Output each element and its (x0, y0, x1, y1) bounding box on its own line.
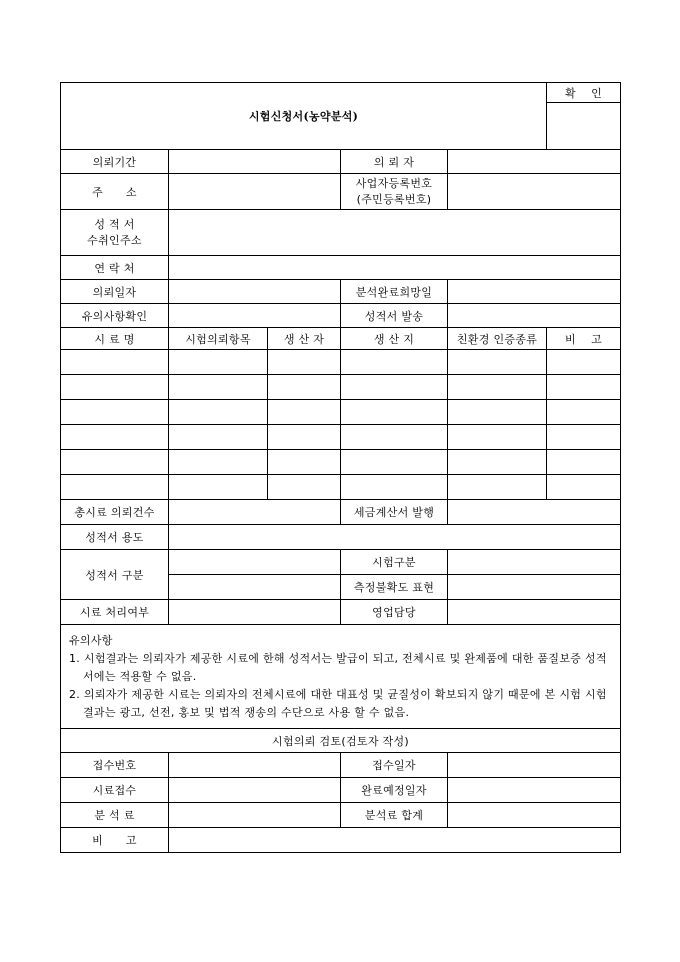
sample-receipt-field[interactable] (169, 778, 341, 803)
sample-cell[interactable] (169, 475, 268, 500)
sample-cell[interactable] (448, 475, 547, 500)
sample-cell[interactable] (448, 375, 547, 400)
report-recipient-field[interactable] (169, 210, 621, 256)
receipt-no-field[interactable] (169, 753, 341, 778)
remarks-label: 비 고 (61, 828, 169, 853)
sales-rep-field[interactable] (448, 600, 621, 625)
sample-disposal-field[interactable] (169, 600, 341, 625)
sample-cell[interactable] (268, 450, 341, 475)
sample-cell[interactable] (341, 400, 448, 425)
sample-cell[interactable] (61, 375, 169, 400)
analysis-fee-label: 분 석 료 (61, 803, 169, 828)
resident-reg-no-label: (주민등록번호) (356, 192, 432, 206)
caution-check-label: 유의사항확인 (61, 304, 169, 328)
requester-label: 의 뢰 자 (341, 150, 448, 174)
requester-org-label: 의뢰기간 (61, 150, 169, 174)
col-eco-cert: 친환경 인증종류 (448, 328, 547, 350)
form-table (60, 82, 621, 853)
report-type-field-2[interactable] (169, 575, 341, 600)
review-heading: 시험의뢰 검토(검토자 작성) (61, 729, 621, 753)
requester-org-field[interactable] (169, 150, 341, 174)
tax-invoice-field[interactable] (448, 500, 621, 525)
report-use-field[interactable] (169, 525, 621, 550)
note-item-1: 1. 시험결과는 의뢰자가 제공한 시료에 한해 성적서는 발급이 되고, 전체시료 및 완제품에 대한 품질보증 성적서에는 적용할 수 없음. (69, 651, 607, 683)
col-sample-name: 시 료 명 (61, 328, 169, 350)
sample-cell[interactable] (169, 350, 268, 375)
report-delivery-field[interactable] (448, 304, 621, 328)
biz-reg-label (341, 174, 448, 210)
total-requests-field[interactable] (169, 500, 341, 525)
fee-total-field[interactable] (448, 803, 621, 828)
total-requests-label: 총시료 의뢰건수 (61, 500, 169, 525)
receipt-no-label: 접수번호 (61, 753, 169, 778)
notes-heading: 유의사항 (69, 633, 113, 647)
expected-completion-field[interactable] (448, 778, 621, 803)
sample-cell[interactable] (547, 475, 621, 500)
sample-receipt-label: 시료접수 (61, 778, 169, 803)
report-type-label: 성적서 구분 (61, 550, 169, 600)
sample-cell[interactable] (61, 400, 169, 425)
desired-completion-label: 분석완료희망일 (341, 280, 448, 304)
sample-cell[interactable] (547, 450, 621, 475)
sample-cell[interactable] (341, 375, 448, 400)
uncertainty-field[interactable] (448, 575, 621, 600)
sample-row (61, 375, 621, 400)
receipt-date-field[interactable] (448, 753, 621, 778)
report-use-label: 성적서 용도 (61, 525, 169, 550)
sample-cell[interactable] (268, 475, 341, 500)
sales-rep-label: 영업담당 (341, 600, 448, 625)
sample-cell[interactable] (61, 475, 169, 500)
report-recipient-label (61, 210, 169, 256)
test-type-label: 시험구분 (341, 550, 448, 575)
notes-section (61, 625, 621, 729)
sample-cell[interactable] (448, 400, 547, 425)
sample-cell[interactable] (341, 350, 448, 375)
sample-cell[interactable] (448, 450, 547, 475)
address-label: 주 소 (61, 174, 169, 210)
sample-cell[interactable] (547, 400, 621, 425)
col-test-items: 시험의뢰항목 (169, 328, 268, 350)
sample-cell[interactable] (268, 375, 341, 400)
uncertainty-label: 측정불확도 표현 (341, 575, 448, 600)
application-form (60, 82, 620, 873)
sample-cell[interactable] (268, 425, 341, 450)
sample-cell[interactable] (268, 400, 341, 425)
expected-completion-label: 완료예정일자 (341, 778, 448, 803)
col-producer: 생 산 자 (268, 328, 341, 350)
contact-label: 연 락 처 (61, 256, 169, 280)
receipt-date-label: 접수일자 (341, 753, 448, 778)
fee-total-label: 분석료 합계 (341, 803, 448, 828)
request-date-field[interactable] (169, 280, 341, 304)
sample-cell[interactable] (341, 425, 448, 450)
report-delivery-label: 성적서 발송 (341, 304, 448, 328)
sample-header-row (61, 328, 621, 350)
approval-label: 확 인 (547, 83, 621, 103)
sample-row (61, 425, 621, 450)
report-recipient-line2: 수취인주소 (87, 233, 142, 247)
form-title: 시험신청서(농약분석) (61, 83, 547, 150)
sample-cell[interactable] (169, 425, 268, 450)
analysis-fee-field[interactable] (169, 803, 341, 828)
sample-cell[interactable] (268, 350, 341, 375)
sample-cell[interactable] (169, 375, 268, 400)
sample-row (61, 475, 621, 500)
sample-cell[interactable] (61, 425, 169, 450)
note-item-2: 2. 의뢰자가 제공한 시료는 의뢰자의 전체시료에 대한 대표성 및 균질성이 확보되지 않기 때문에 본 시험 시험결과는 광고, 선전, 홍보 및 법적 쟁송의 수단으로 사용 할 수 없음. (69, 687, 607, 719)
test-type-field[interactable] (448, 550, 621, 575)
sample-cell[interactable] (169, 400, 268, 425)
sample-cell[interactable] (341, 475, 448, 500)
biz-reg-field[interactable] (448, 174, 621, 210)
sample-cell[interactable] (61, 450, 169, 475)
contact-field[interactable] (169, 256, 621, 280)
report-type-field-1[interactable] (169, 550, 341, 575)
approval-box[interactable] (547, 103, 621, 150)
sample-cell[interactable] (547, 425, 621, 450)
report-recipient-line1: 성 적 서 (94, 217, 135, 231)
sample-disposal-label: 시료 처리여부 (61, 600, 169, 625)
sample-cell[interactable] (547, 375, 621, 400)
biz-reg-no-label: 사업자등록번호 (355, 176, 433, 190)
requester-field[interactable] (448, 150, 621, 174)
remarks-field[interactable] (169, 828, 621, 853)
sample-row (61, 350, 621, 375)
address-field[interactable] (169, 174, 341, 210)
col-origin: 생 산 지 (341, 328, 448, 350)
sample-cell[interactable] (169, 450, 268, 475)
request-date-label: 의뢰일자 (61, 280, 169, 304)
sample-cell[interactable] (61, 350, 169, 375)
sample-cell[interactable] (341, 450, 448, 475)
sample-cell[interactable] (547, 350, 621, 375)
desired-completion-field[interactable] (448, 280, 621, 304)
caution-check-field[interactable] (169, 304, 341, 328)
sample-row (61, 400, 621, 425)
sample-cell[interactable] (448, 350, 547, 375)
col-remarks: 비 고 (547, 328, 621, 350)
tax-invoice-label: 세금계산서 발행 (341, 500, 448, 525)
sample-row (61, 450, 621, 475)
sample-cell[interactable] (448, 425, 547, 450)
